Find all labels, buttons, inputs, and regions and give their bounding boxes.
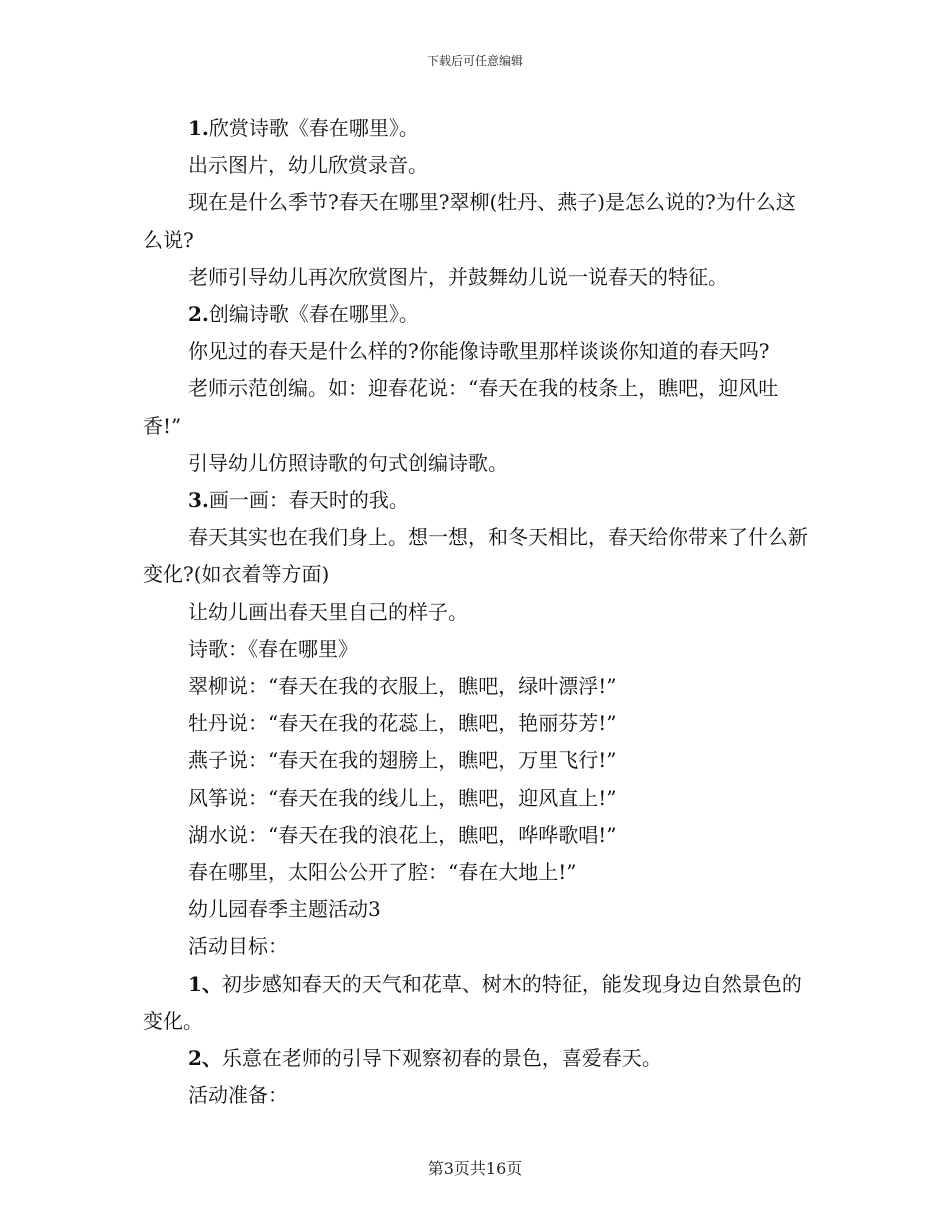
- poem-line: 牡丹说：“春天在我的花蕊上，瞧吧，艳丽芬芳!”: [188, 711, 617, 736]
- section-title: 幼儿园春季主题活动3: [188, 897, 381, 922]
- paragraph: 引导幼儿仿照诗歌的句式创编诗歌。: [188, 450, 508, 475]
- paragraph: [143, 110, 813, 147]
- section-heading: 活动准备：: [188, 1083, 288, 1108]
- paragraph: 让幼儿画出春天里自己的样子。: [188, 599, 468, 624]
- section-heading: 活动目标：: [188, 934, 288, 959]
- item-number: 2、: [188, 1046, 222, 1071]
- paragraph: 出示图片，幼儿欣赏录音。: [188, 153, 428, 178]
- paragraph: [143, 482, 813, 519]
- poem-line: 翠柳说：“春天在我的衣服上，瞧吧，绿叶漂浮!”: [188, 674, 617, 699]
- paragraph: 你见过的春天是什么样的?你能像诗歌里那样谈谈你知道的春天吗?: [188, 339, 770, 364]
- item-number: 2.: [188, 302, 209, 327]
- item-number: 1.: [188, 116, 209, 140]
- poem-title: 诗歌：《春在哪里》: [188, 636, 358, 661]
- document-body: [143, 110, 813, 1114]
- paragraph: 春天其实也在我们身上。想一想，和冬天相比，春天给你带来了什么新变化?(如衣着等方面): [143, 525, 808, 587]
- paragraph-text: 画一画：春天时的我。: [208, 488, 409, 513]
- paragraph: 老师示范创编。如：迎春花说：“春天在我的枝条上，瞧吧，迎风吐香!”: [143, 376, 779, 438]
- poem-line: 湖水说：“春天在我的浪花上，瞧吧，哗哗歌唱!”: [188, 822, 617, 847]
- paragraph-text: 创编诗歌《春在哪里》。: [208, 302, 419, 327]
- paragraph-text: 欣赏诗歌《春在哪里》。: [208, 116, 419, 140]
- poem-line: 春在哪里，太阳公公开了腔：“春在大地上!”: [188, 860, 577, 885]
- poem-line: 燕子说：“春天在我的翅膀上，瞧吧，万里飞行!”: [188, 748, 617, 773]
- poem-line: 风筝说：“春天在我的线儿上，瞧吧，迎风直上!”: [188, 785, 617, 810]
- paragraph: [143, 966, 813, 1040]
- item-number: 1、: [188, 971, 222, 996]
- item-number: 3.: [188, 488, 209, 513]
- page-header: 下载后可任意编辑: [426, 54, 523, 68]
- paragraph: [143, 296, 813, 333]
- paragraph-text: 乐意在老师的引导下观察初春的景色，喜爱春天。: [221, 1046, 662, 1071]
- paragraph: 老师引导幼儿再次欣赏图片，并鼓舞幼儿说一说春天的特征。: [188, 264, 728, 289]
- paragraph-text: 初步感知春天的天气和花草、树木的特征，能发现身边自然景色的变化。: [143, 971, 802, 1033]
- page-footer: 第3页共16页: [427, 1159, 523, 1178]
- paragraph: [143, 1040, 813, 1077]
- paragraph: 现在是什么季节?春天在哪里?翠柳(牡丹、燕子)是怎么说的?为什么这么说?: [143, 190, 796, 252]
